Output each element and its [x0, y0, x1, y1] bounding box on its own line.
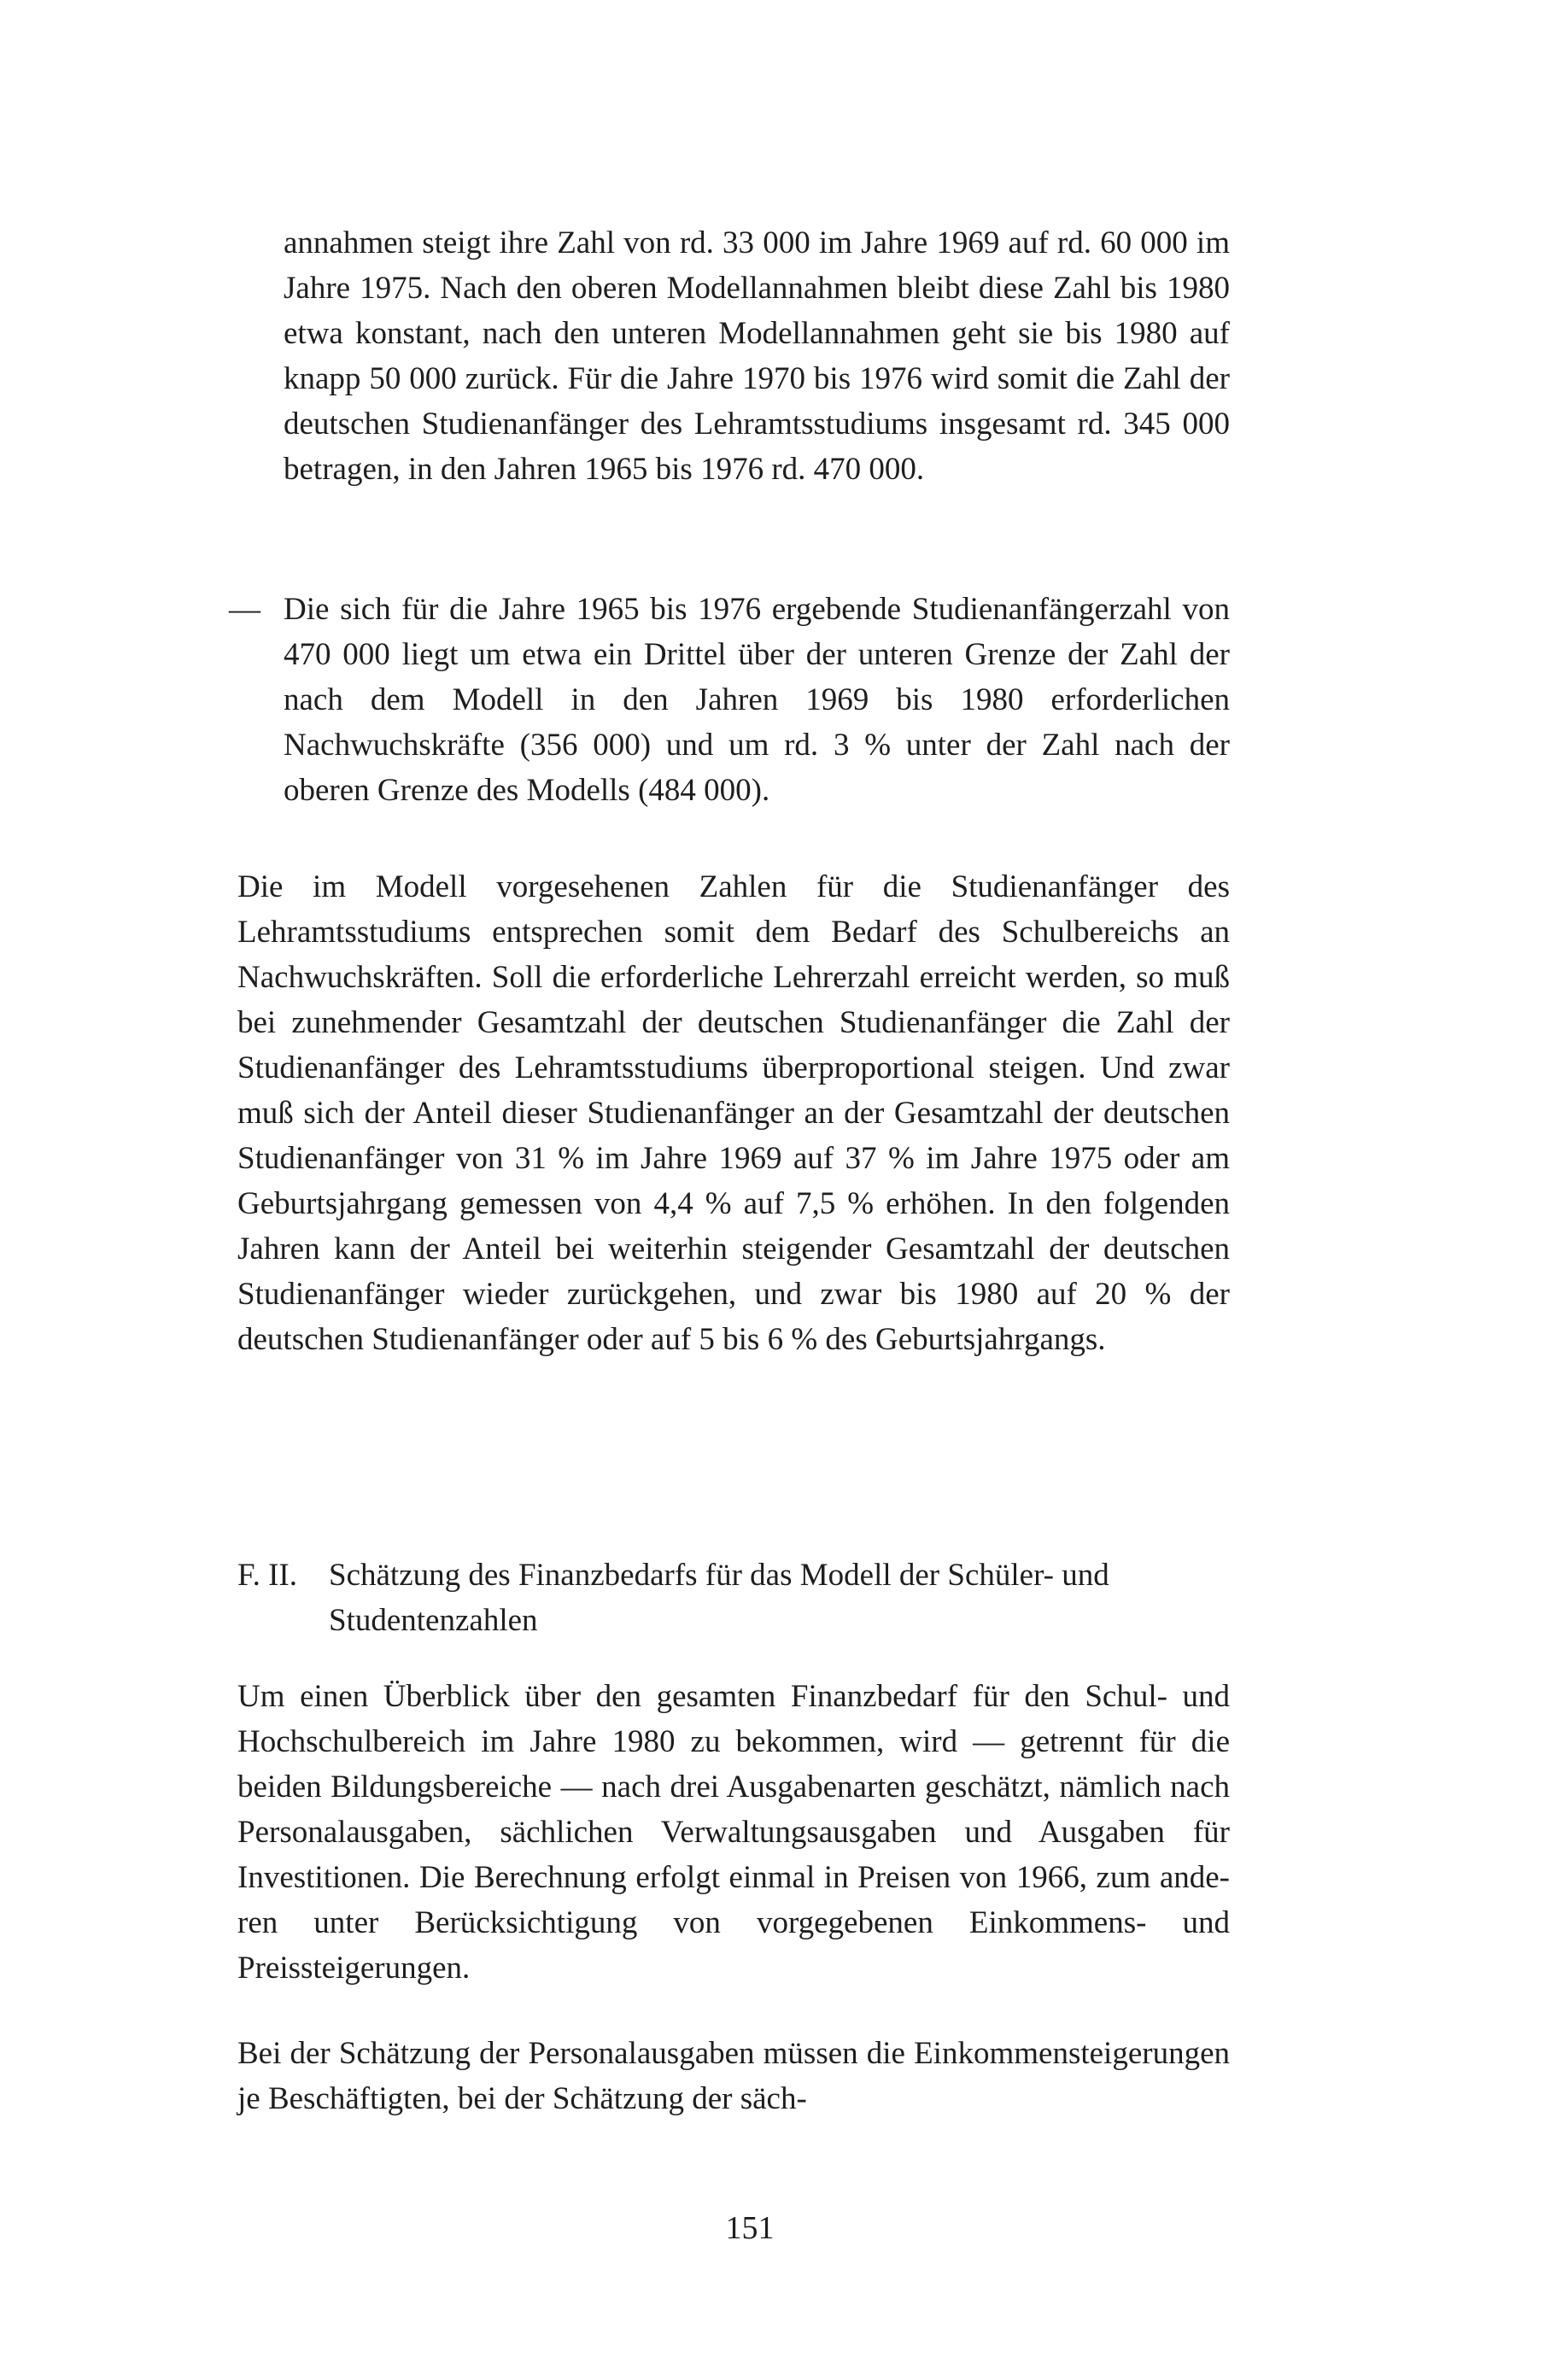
section-number: F. II.: [237, 1558, 298, 1593]
list-dash: —: [229, 592, 260, 627]
page-number: 151: [725, 2210, 775, 2246]
paragraph-personnel-costs: Bei der Schätzung der Personalausgaben müssen die Einkommensteigerungen je Beschäftigten, bei der Schätzung der säch-: [237, 2036, 1230, 2116]
paragraph-student-numbers: Die sich für die Jahre 1965 bis 1976 ergebende Studienanfängerzahl von 470 000 liegt um etwa ein Drittel über der unteren Grenze der Zahl der nach dem Modell in den Jahren 1969 bis 1980 erforderlichen Nachwuchskräfte (356 000) und um rd. 3 % unter der Zahl nach der oberen Grenze des Modells (484 000).: [284, 592, 1230, 808]
paragraph-model-assumptions: annahmen steigt ihre Zahl von rd. 33 000 im Jahre 1969 auf rd. 60 000 im Jahre 1975. Nach den oberen Modellannahmen bleibt diese Zahl bis 1980 etwa konstant, nach den unteren Modellannahmen geht sie bis 1980 auf knapp 50 000 zurück. Für die Jahre 1970 bis 1976 wird somit die Zahl der deutschen Studienanfänger des Lehramtsstudiums insgesamt rd. 345 000 betragen, in den Jahren 1965 bis 1976 rd. 470 000.: [284, 225, 1230, 487]
section-title: Schätzung des Finanzbedarfs für das Modell der Schüler- und Studentenzahlen: [329, 1558, 1109, 1638]
paragraph-financial-overview: Um einen Überblick über den gesamten Finanzbedarf für den Schul- und Hochschulbereich im Jahre 1980 zu bekommen, wird — getrennt für die beiden Bildungsbereiche — nach drei Ausgabenarten geschätzt, nämlich nach Personalausgaben, sächlichen Verwaltungsausgaben und Ausgaben für Investitionen. Die Berechnung erfolgt einmal in Preisen von 1966, zum anderen unter Berücksichtigung von vorgegebenen Einkommens- und Preissteigerungen.: [237, 1679, 1230, 1986]
paragraph-teacher-demand: Die im Modell vorgesehenen Zahlen für die Studienanfänger des Lehramtsstudiums entsprechen somit dem Bedarf des Schulbereichs an Nachwuchskräften. Soll die erforderliche Lehrerzahl erreicht werden, so muß bei zunehmender Gesamtzahl der deutschen Studienanfänger die Zahl der Studienanfänger des Lehramtsstudiums überproportional steigen. Und zwar muß sich der Anteil dieser Studienanfänger an der Gesamtzahl der deutschen Studienanfänger von 31 % im Jahre 1969 auf 37 % im Jahre 1975 oder am Geburtsjahrgang gemessen von 4,4 % auf 7,5 % erhöhen. In den folgenden Jahren kann der Anteil bei weiterhin steigender Gesamtzahl der deutschen Studienanfänger wieder zurückgehen, und zwar bis 1980 auf 20 % der deutschen Studienanfänger oder auf 5 bis 6 % des Geburtsjahrgangs.: [237, 869, 1230, 1357]
